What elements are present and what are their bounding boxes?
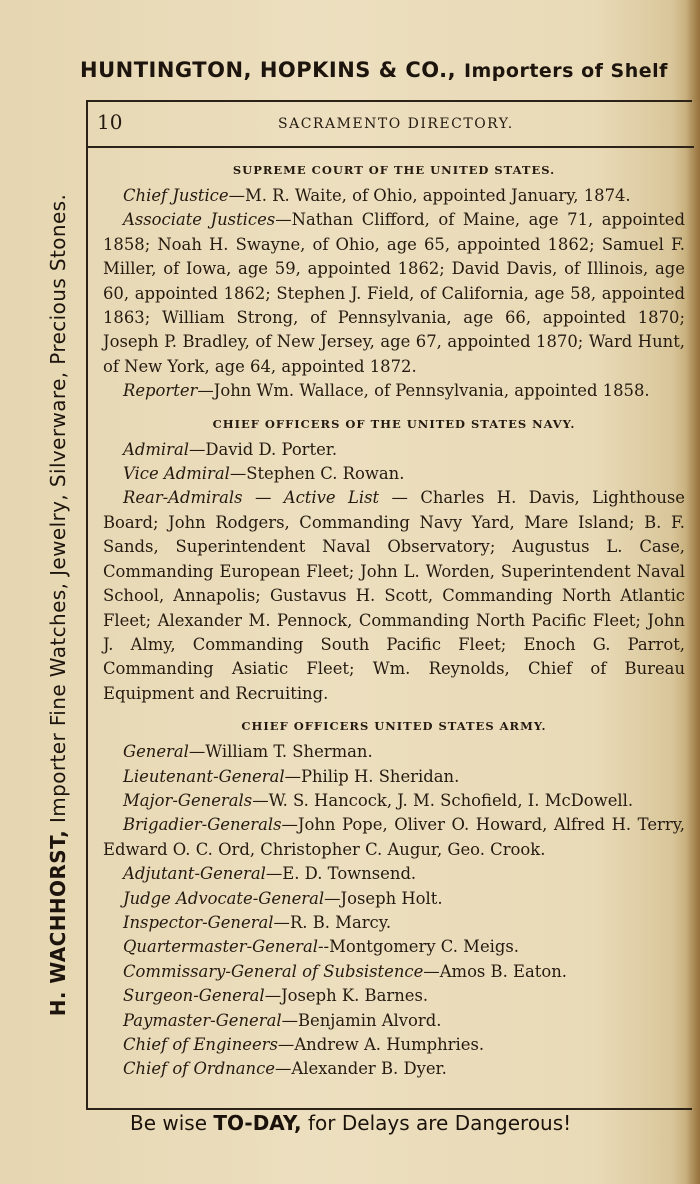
army-officer-name: —E. D. Townsend.	[265, 864, 417, 884]
army-officer-entry	[103, 789, 685, 813]
rear-admirals-entry	[103, 486, 685, 706]
army-officer-title: Major-Generals	[123, 790, 253, 810]
army-officer-name: —Benjamin Alvord.	[281, 1010, 442, 1030]
bottom-advertisement	[130, 1111, 700, 1135]
army-officer-title: Adjutant-General	[123, 864, 266, 884]
army-officer-entry	[103, 862, 685, 886]
reporter-text: —John Wm. Wallace, of Pennsylvania, appointed 1858.	[197, 381, 650, 401]
army-officer-entry	[103, 1033, 685, 1057]
motto-before: Be wise	[130, 1111, 214, 1135]
army-officer-name: —Joseph Holt.	[324, 888, 443, 908]
army-officer-title: Chief of Ordnance	[123, 1059, 275, 1079]
admiral-label: Admiral	[123, 439, 189, 459]
chief-justice-text: —M. R. Waite, of Ohio, appointed January, 1874.	[228, 186, 631, 205]
motto-emphasis: TO-DAY,	[213, 1111, 302, 1135]
side-ad-tail: Importer Fine Watches, Jewelry, Silverware, Precious Stones.	[46, 193, 70, 823]
army-officer-name: —John Pope, Oliver O. Howard, Alfred H. Terry, Edward O. C. Ord, Christopher C. Augur, Geo. Crook.	[103, 815, 685, 859]
army-officer-entry	[103, 1057, 685, 1081]
army-officer-name: —Andrew A. Humphries.	[277, 1035, 485, 1054]
army-officer-title: Inspector-General	[123, 912, 274, 932]
top-ad-name: HUNTINGTON, HOPKINS & CO.,	[80, 58, 457, 82]
army-officer-title: General	[123, 742, 189, 762]
army-officer-name: —Amos B. Eaton.	[423, 961, 567, 981]
associate-justices-entry	[103, 208, 685, 379]
motto-after: for Delays are Dangerous!	[301, 1111, 572, 1135]
army-officer-name: —R. B. Marcy.	[273, 912, 392, 932]
side-ad-name: H. WACHHORST,	[46, 829, 70, 1017]
vice-admiral-text: —Stephen C. Rowan.	[229, 464, 405, 484]
army-officer-entry	[103, 984, 685, 1008]
army-officer-entry	[103, 1009, 685, 1033]
army-officer-entry	[103, 935, 685, 959]
army-officer-entry	[103, 740, 685, 764]
reporter-label: Reporter	[123, 381, 198, 401]
navy-title: CHIEF OFFICERS OF THE UNITED STATES NAVY.	[212, 416, 576, 431]
army-officer-title: Commissary-General of Subsistence	[123, 961, 424, 981]
admiral-text: —David D. Porter.	[188, 439, 338, 459]
header-rule	[86, 146, 694, 148]
reporter-entry	[103, 379, 685, 403]
army-officer-entry	[103, 813, 685, 862]
army-officers-list	[103, 740, 685, 1082]
page-content	[103, 160, 685, 1082]
army-officer-title: Brigadier-Generals	[123, 815, 282, 835]
army-officer-name: —Philip H. Sheridan.	[284, 766, 460, 786]
top-advertisement	[80, 58, 700, 82]
rear-admirals-label: Rear-Admirals — Active List	[123, 488, 380, 508]
army-officer-entry	[103, 887, 685, 911]
army-officer-name: —Alexander B. Dyer.	[275, 1059, 447, 1079]
vice-admiral-entry	[103, 462, 685, 486]
army-officer-entry	[103, 960, 685, 984]
army-officer-title: Lieutenant-General	[123, 766, 285, 786]
associate-justices-text: —Nathan Clifford, of Maine, age 71, appointed 1858; Noah H. Swayne, of Ohio, age 65, appointed 1862; Samuel F. Miller, of Iowa, age 59, appointed 1862; David Davis, of Illinois, age 60, appointed 1862; Stephen J. Field, of California, age 58, appointed 1863; William Strong, of Pennsylvania, age 66, appointed 1870; Joseph P. Bradley, of New Jersey, age 67, appointed 1870; Ward Hunt, of New York, age 64, appointed 1872.	[103, 210, 685, 376]
admiral-entry	[103, 438, 685, 462]
associate-justices-label: Associate Justices	[123, 210, 276, 230]
army-officer-title: Judge Advocate-General	[123, 888, 325, 908]
supreme-court-title: SUPREME COURT OF THE UNITED STATES.	[232, 163, 556, 177]
army-title: CHIEF OFFICERS UNITED STATES ARMY.	[241, 719, 547, 734]
army-officer-entry	[103, 911, 685, 935]
army-officer-name: -Montgomery C. Meigs.	[323, 937, 520, 957]
army-officer-title: Quartermaster-General-	[123, 937, 324, 957]
side-advertisement	[33, 100, 83, 1110]
top-ad-tail: Importers of Shelf	[463, 60, 668, 82]
army-officer-name: —Joseph K. Barnes.	[264, 986, 429, 1006]
army-officer-name: —W. S. Hancock, J. M. Schofield, I. McDowell.	[252, 790, 634, 810]
rear-admirals-text: — Charles H. Davis, Lighthouse Board; John Rodgers, Commanding Navy Yard, Mare Island; B. F. Sands, Superintendent Naval Observatory; Augustus L. Case, Commanding European Fleet; John L. Worden, Superintendent Naval School, Annapolis; Gustavus H. Scott, Commanding North Atlantic Fleet; Alexander M. Pennock, Commanding North Pacific Fleet; John J. Almy, Commanding South Pacific Fleet; Enoch G. Parrot, Commanding Asiatic Fleet; Wm. Reynolds, Chief of Bureau Equipment and Recruiting.	[103, 488, 685, 703]
army-officer-title: Surgeon-General	[123, 986, 265, 1006]
army-officer-title: Paymaster-General	[123, 1010, 282, 1030]
chief-justice-entry	[103, 184, 685, 208]
page-number: 10	[97, 110, 123, 134]
vice-admiral-label: Vice Admiral	[123, 464, 230, 484]
army-officer-entry	[103, 765, 685, 789]
army-officer-title: Chief of Engineers	[123, 1035, 278, 1054]
running-head: SACRAMENTO DIRECTORY.	[278, 116, 514, 132]
chief-justice-label: Chief Justice	[123, 186, 229, 205]
army-officer-name: —William T. Sherman.	[188, 742, 373, 762]
